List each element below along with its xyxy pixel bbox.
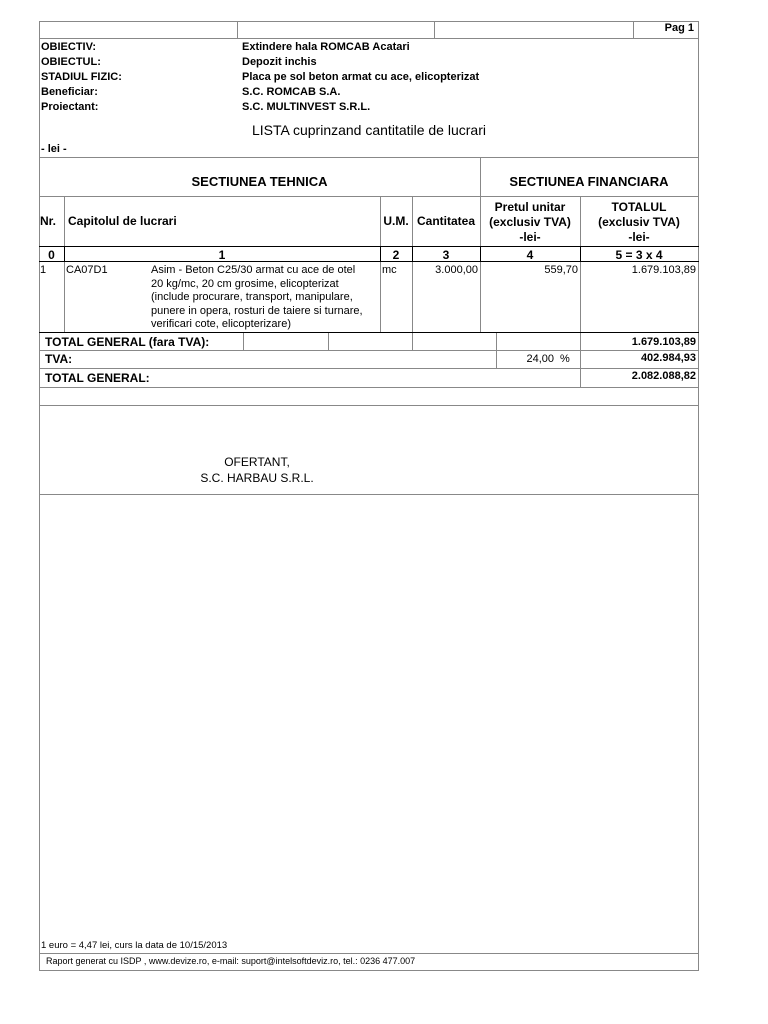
info-label-stadiul: STADIUL FIZIC: [41, 71, 122, 83]
total-general-value: 2.082.088,82 [631, 370, 696, 382]
section-financial: SECTIUNEA FINANCIARA [509, 174, 669, 189]
signature-title: OFERTANT, [224, 455, 290, 469]
total-no-vat-value: 1.679.103,89 [631, 336, 696, 348]
vat-rate: 24,00 [526, 353, 554, 365]
info-label-obiectiv: OBIECTIV: [41, 41, 97, 53]
info-label-obiectul: OBIECTUL: [41, 56, 101, 68]
item-description: Asim - Beton C25/30 armat cu ace de otel 20 kg/mc, 20 cm grosime, elicopterizat (include procurare, transport, manipulare, punere in opera, rosturi de taiere si turnare, verificari cote, elicopterizare) [151, 264, 363, 330]
col-number-4: 4 [526, 248, 534, 262]
section-technical: SECTIUNEA TEHNICA [191, 174, 328, 189]
col-unit-price-header: Pretul unitar (exclusiv TVA) -lei- [489, 200, 571, 244]
item-um: mc [382, 264, 397, 276]
item-total: 1.679.103,89 [631, 264, 696, 276]
info-label-proiectant: Proiectant: [41, 101, 99, 113]
report-footer: Raport generat cu ISDP , www.devize.ro, e-mail: suport@intelsoftdeviz.ro, tel.: 0236 477.007 [46, 956, 416, 966]
col-number-1: 1 [218, 248, 226, 262]
info-value-stadiul: Placa pe sol beton armat cu ace, elicopterizat [242, 71, 480, 83]
col-number-5: 5 = 3 x 4 [615, 248, 663, 262]
col-total-header: TOTALUL (exclusiv TVA) -lei- [598, 200, 680, 244]
total-no-vat-label: TOTAL GENERAL (fara TVA): [45, 335, 210, 349]
info-value-obiectiv: Extindere hala ROMCAB Acatari [242, 41, 410, 53]
col-chapter-header: Capitolul de lucrari [68, 214, 177, 228]
col-um-header: U.M. [383, 214, 409, 228]
item-unit-price: 559,70 [544, 264, 578, 276]
info-value-beneficiar: S.C. ROMCAB S.A. [242, 86, 341, 98]
info-value-obiectul: Depozit inchis [242, 56, 317, 68]
page-number: Pag 1 [664, 22, 694, 34]
item-nr: 1 [40, 264, 47, 276]
col-number-0: 0 [48, 248, 55, 262]
vat-value: 402.984,93 [640, 352, 696, 364]
info-value-proiectant: S.C. MULTINVEST S.R.L. [242, 101, 371, 113]
col-number-2: 2 [392, 248, 400, 262]
document-title: LISTA cuprinzand cantitatile de lucrari [252, 122, 486, 138]
col-qty-header: Cantitatea [416, 214, 475, 228]
col-number-3: 3 [442, 248, 450, 262]
item-qty: 3.000,00 [435, 264, 478, 276]
item-code: CA07D1 [66, 264, 108, 276]
signature-company: S.C. HARBAU S.R.L. [200, 471, 314, 485]
info-label-beneficiar: Beneficiar: [41, 86, 98, 98]
currency-note: - lei - [41, 143, 67, 155]
vat-percent-sign: % [560, 353, 570, 365]
total-general-label: TOTAL GENERAL: [45, 371, 150, 385]
col-nr-header: Nr. [40, 214, 57, 228]
signature-block [157, 454, 357, 486]
vat-label: TVA: [45, 352, 73, 366]
exchange-rate-note: 1 euro = 4,47 lei, curs la data de 10/15/2013 [41, 940, 228, 951]
